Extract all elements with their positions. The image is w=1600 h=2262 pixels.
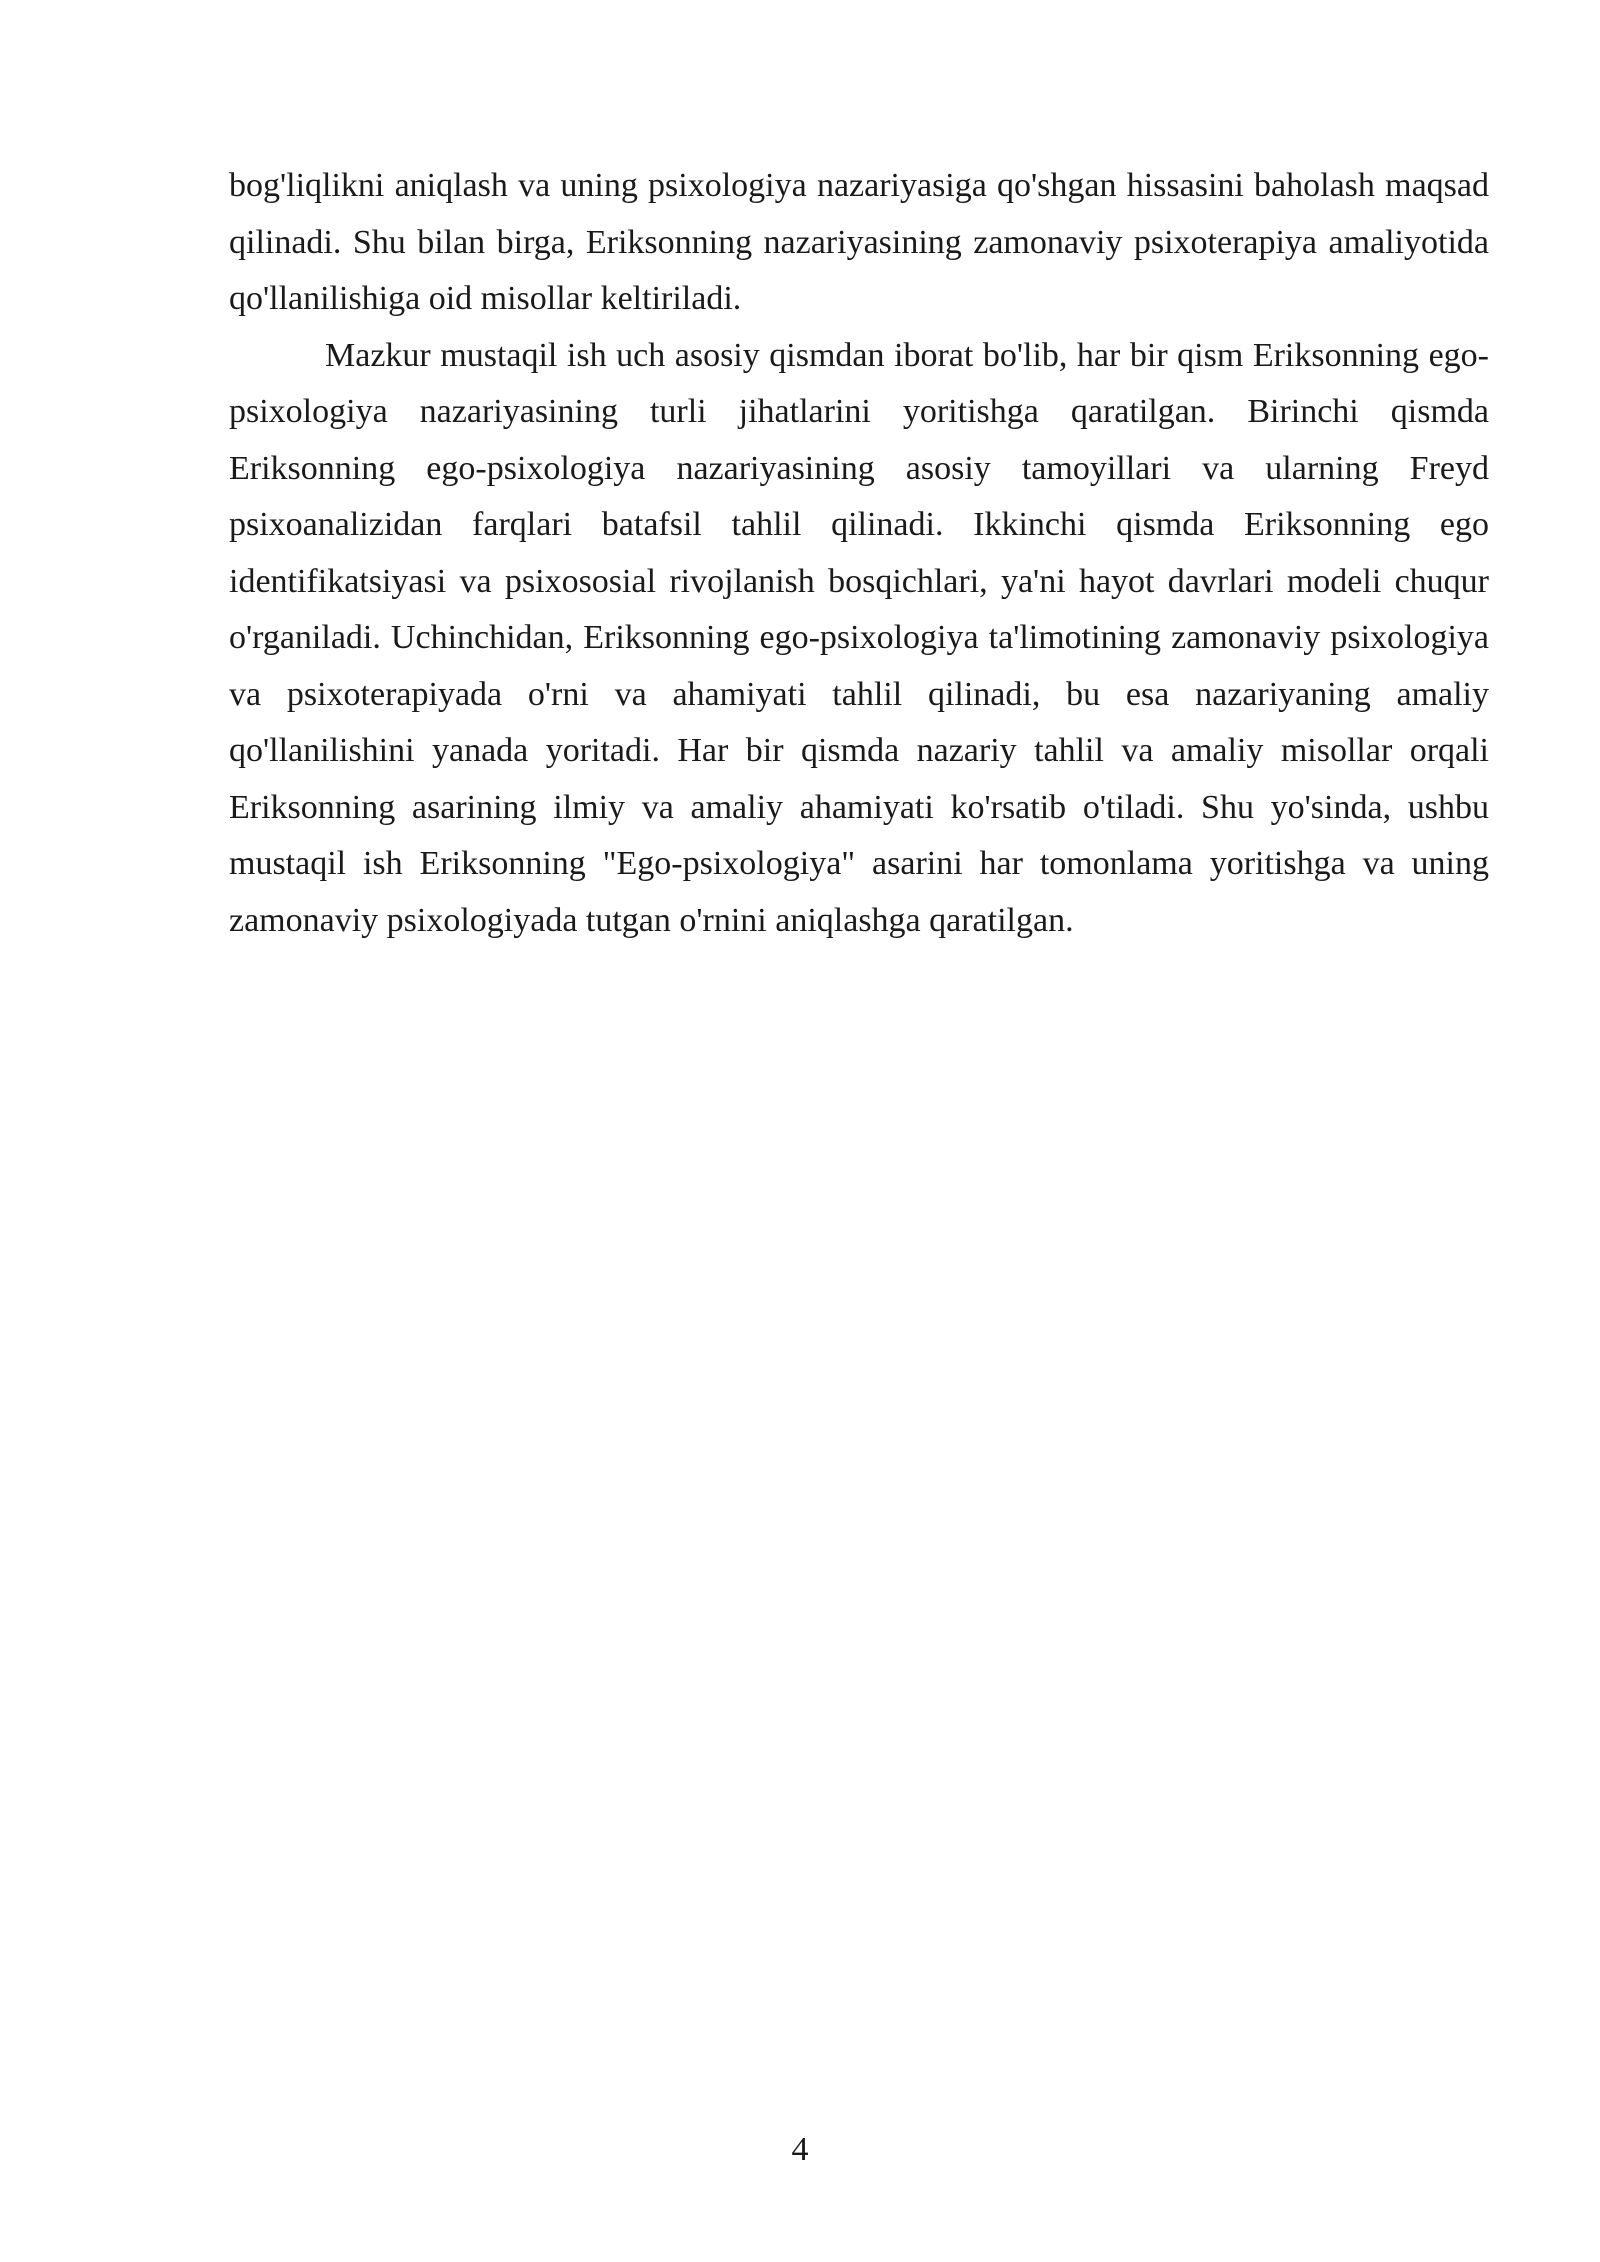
paragraph-continuation: bog'liqlikni aniqlash va uning psixologiya nazariyasiga qo'shgan hissasini baholash maqsad qilinadi. Shu bilan birga, Eriksonning nazariyasining zamonaviy psixoterapiya amaliyotida qo'llanilishiga oid misollar keltiriladi. [229,167,1489,317]
document-body [229,158,1489,949]
paragraph-structure-overview: Mazkur mustaqil ish uch asosiy qismdan iborat bo'lib, har bir qism Eriksonning ego-psixologiya nazariyasining turli jihatlarini yoritishga qaratilgan. Birinchi qismda Eriksonning ego-psixologiya nazariyasining asosiy tamoyillari va ularning Freyd psixoanalizidan farqlari batafsil tahlil qilinadi. Ikkinchi qismda Eriksonning ego identifikatsiyasi va psixososial rivojlanish bosqichlari, ya'ni hayot davrlari modeli chuqur o'rganiladi. Uchinchidan, Eriksonning ego-psixologiya ta'limotining zamonaviy psixologiya va psixoterapiyada o'rni va ahamiyati tahlil qilinadi, bu esa nazariyaning amaliy qo'llanilishini yanada yoritadi. Har bir qismda nazariy tahlil va amaliy misollar orqali Eriksonning asarining ilmiy va amaliy ahamiyati ko'rsatib o'tiladi. Shu yo'sinda, ushbu mustaqil ish Eriksonning "Ego-psixologiya" asarini har tomonlama yoritishga va uning zamonaviy psixologiyada tutgan o'rnini aniqlashga qaratilgan. [229,336,1489,939]
page-number: 4 [791,2131,809,2168]
